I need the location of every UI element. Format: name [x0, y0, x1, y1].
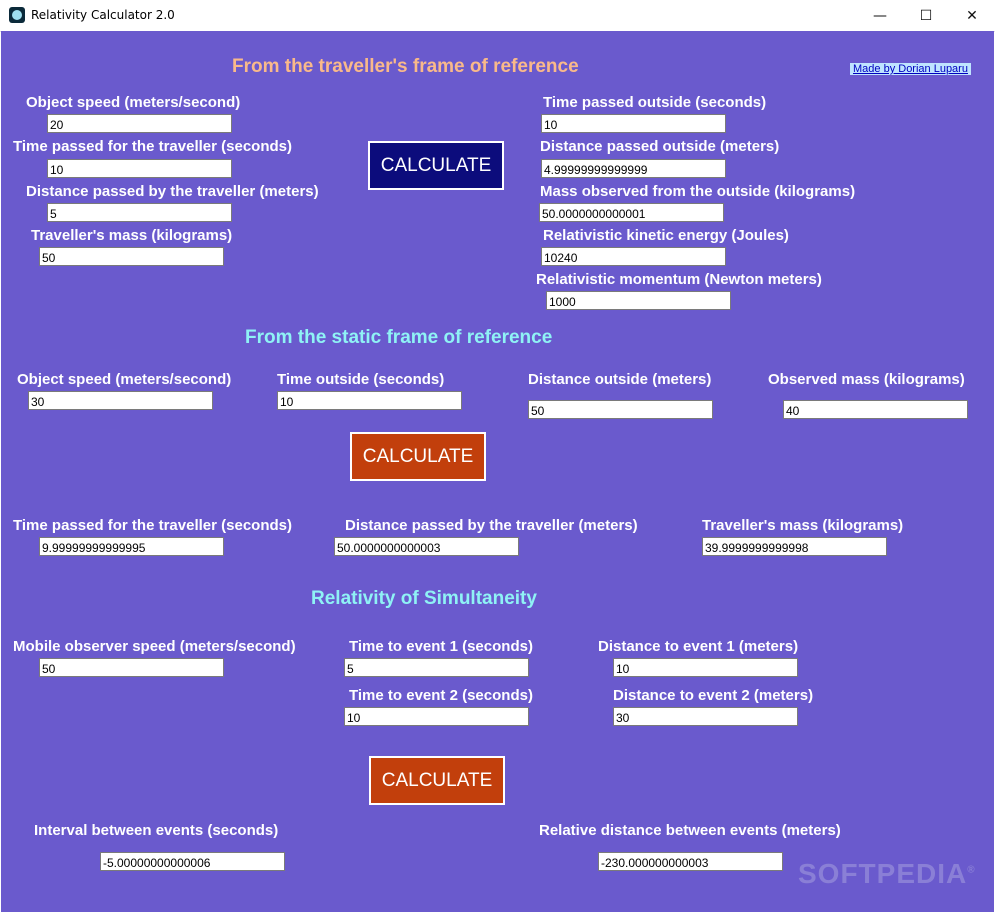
distance-event1-label: Distance to event 1 (meters)	[598, 638, 799, 655]
traveller-speed-input[interactable]	[47, 114, 232, 133]
traveller-mass-input[interactable]	[39, 247, 224, 266]
kinetic-energy-label: Relativistic kinetic energy (Joules)	[543, 227, 789, 244]
result-mass-label: Traveller's mass (kilograms)	[702, 517, 904, 534]
static-speed-label: Object speed (meters/second)	[17, 371, 232, 388]
mass-outside-label: Mass observed from the outside (kilograms)	[540, 183, 856, 200]
static-speed-input[interactable]	[28, 391, 213, 410]
traveller-distance-input[interactable]	[47, 203, 232, 222]
distance-outside-output[interactable]	[541, 159, 726, 178]
relative-distance-label: Relative distance between events (meters)	[539, 822, 841, 839]
distance-event2-label: Distance to event 2 (meters)	[613, 687, 814, 704]
traveller-frame-header: From the traveller's frame of reference	[232, 56, 579, 77]
result-time-label: Time passed for the traveller (seconds)	[13, 517, 292, 534]
watermark-text: SOFTPEDIA	[798, 858, 968, 889]
static-time-label: Time outside (seconds)	[277, 371, 445, 388]
simultaneity-header: Relativity of Simultaneity	[311, 588, 537, 609]
result-mass-output[interactable]	[702, 537, 887, 556]
traveller-time-label: Time passed for the traveller (seconds)	[13, 138, 292, 155]
result-distance-output[interactable]	[334, 537, 519, 556]
observer-speed-label: Mobile observer speed (meters/second)	[13, 638, 296, 655]
time-event1-label: Time to event 1 (seconds)	[349, 638, 533, 655]
time-event2-label: Time to event 2 (seconds)	[349, 687, 533, 704]
distance-event1-input[interactable]	[613, 658, 798, 677]
author-link[interactable]: Made by Dorian Luparu	[850, 63, 971, 75]
traveller-distance-label: Distance passed by the traveller (meters)	[26, 183, 319, 200]
calculate-simultaneity-button[interactable]: CALCULATE	[369, 756, 505, 805]
time-event2-input[interactable]	[344, 707, 529, 726]
distance-event2-input[interactable]	[613, 707, 798, 726]
traveller-time-input[interactable]	[47, 159, 232, 178]
main-panel	[1, 31, 994, 912]
app-icon	[9, 7, 25, 23]
static-mass-input[interactable]	[783, 400, 968, 419]
observer-speed-input[interactable]	[39, 658, 224, 677]
maximize-button[interactable]: ☐	[919, 7, 933, 24]
kinetic-energy-output[interactable]	[541, 247, 726, 266]
time-outside-output[interactable]	[541, 114, 726, 133]
static-distance-input[interactable]	[528, 400, 713, 419]
result-distance-label: Distance passed by the traveller (meters)	[345, 517, 638, 534]
static-time-input[interactable]	[277, 391, 462, 410]
distance-outside-label: Distance passed outside (meters)	[540, 138, 780, 155]
title-bar	[0, 0, 995, 32]
traveller-speed-label: Object speed (meters/second)	[26, 94, 241, 111]
result-time-output[interactable]	[39, 537, 224, 556]
mass-outside-output[interactable]	[539, 203, 724, 222]
time-outside-label: Time passed outside (seconds)	[543, 94, 767, 111]
calculate-static-button[interactable]: CALCULATE	[350, 432, 486, 481]
window-title: Relativity Calculator 2.0	[31, 8, 175, 22]
softpedia-watermark: SOFTPEDIA®	[798, 858, 976, 889]
static-mass-label: Observed mass (kilograms)	[768, 371, 965, 388]
traveller-mass-label: Traveller's mass (kilograms)	[31, 227, 233, 244]
calculate-traveller-button[interactable]: CALCULATE	[368, 141, 504, 190]
close-button[interactable]: ✕	[966, 7, 978, 24]
interval-label: Interval between events (seconds)	[34, 822, 279, 839]
momentum-label: Relativistic momentum (Newton meters)	[536, 271, 822, 288]
time-event1-input[interactable]	[344, 658, 529, 677]
minimize-button[interactable]: —	[873, 7, 887, 24]
interval-output[interactable]	[100, 852, 285, 871]
relative-distance-output[interactable]	[598, 852, 783, 871]
static-distance-label: Distance outside (meters)	[528, 371, 712, 388]
static-frame-header: From the static frame of reference	[245, 327, 553, 348]
momentum-output[interactable]	[546, 291, 731, 310]
